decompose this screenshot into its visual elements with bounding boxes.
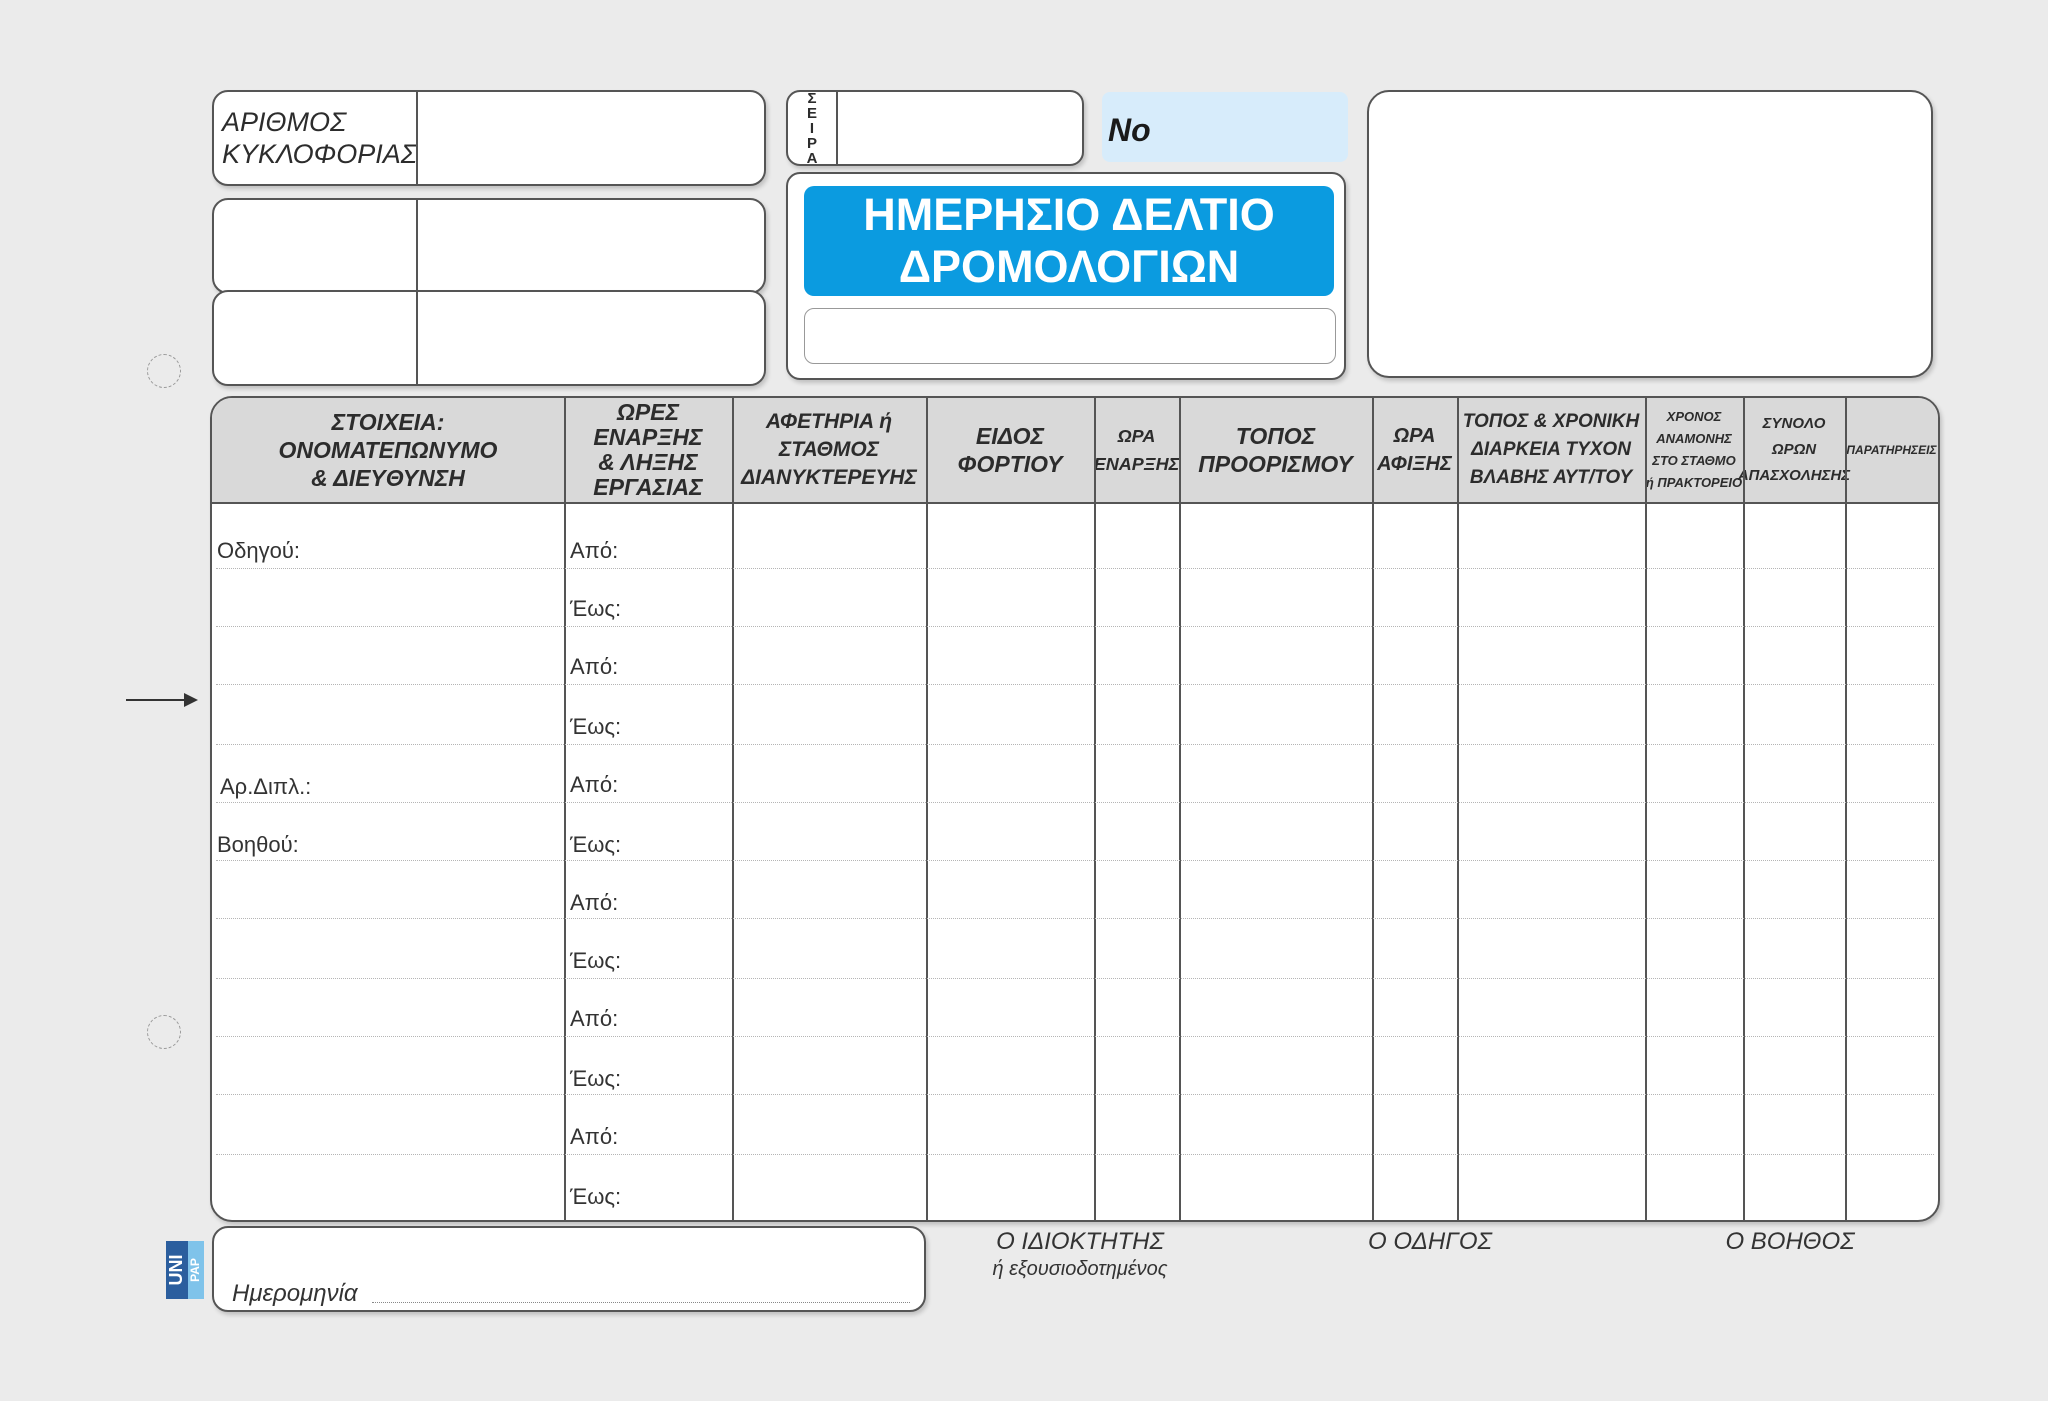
header-cargo: ΕΙΔΟΣ ΦΟΡΤΙΟΥ xyxy=(957,423,1063,477)
time-from-label: Από: xyxy=(570,654,619,679)
series-label: Σ Ε Ι Ρ Α xyxy=(806,90,818,167)
registration-box xyxy=(212,90,766,186)
registration-input[interactable] xyxy=(420,92,764,184)
owner-signature-label: Ο ΙΔΙΟΚΤΗΤΗΣ ή εξουσιοδοτημένος xyxy=(992,1228,1168,1280)
table-header xyxy=(212,398,1938,504)
header-breakdown: ΤΟΠΟΣ & ΧΡΟΝΙΚΗ ΔΙΑΡΚΕΙΑ ΤΥΧΟΝ ΒΛΑΒΗΣ ΑΥΤ/ΤΟΥ xyxy=(1462,411,1640,488)
time-to-label: Έως: xyxy=(570,1066,622,1091)
date-label: Ημερομηνία xyxy=(232,1280,358,1307)
driver-label: Οδηγού: xyxy=(217,538,300,563)
unipap-logo xyxy=(166,1241,204,1299)
svg-text:PAP: PAP xyxy=(188,1258,203,1282)
document-title: ΗΜΕΡΗΣΙΟ ΔΕΛΤΙΟ ΔΡΟΜΟΛΟΓΙΩΝ xyxy=(804,186,1334,296)
routes-table xyxy=(210,396,1940,1222)
time-to-label: Έως: xyxy=(570,948,622,973)
blank-box-2 xyxy=(212,290,766,386)
time-from-label: Από: xyxy=(570,890,619,915)
time-from-label: Από: xyxy=(570,772,619,797)
series-box xyxy=(786,90,1084,166)
stamp-box[interactable] xyxy=(1367,90,1933,378)
header-start-time: ΩΡΑ ΕΝΑΡΞΗΣ xyxy=(1093,426,1180,474)
number-box xyxy=(1102,92,1348,162)
assistant-signature-label: Ο ΒΟΗΘΟΣ xyxy=(1725,1228,1855,1255)
arrow-right-icon xyxy=(126,690,198,715)
punch-hole-top xyxy=(147,354,181,388)
header-total-hours: ΣΥΝΟΛΟ ΩΡΩΝ ΑΠΑΣΧΟΛΗΣΗΣ xyxy=(1737,415,1851,484)
date-input[interactable] xyxy=(372,1268,910,1302)
header-departure: ΑΦΕΤΗΡΙΑ ή ΣΤΑΘΜΟΣ ΔΙΑΝΥΚΤΕΡΕΥΗΣ xyxy=(741,410,917,489)
registration-label-line1: ΑΡΙΘΜΟΣ xyxy=(222,107,347,137)
number-label: No xyxy=(1108,112,1151,148)
series-input[interactable] xyxy=(840,92,1082,164)
title-sub-field[interactable] xyxy=(804,308,1336,364)
time-from-label: Από: xyxy=(570,1006,619,1031)
title-panel xyxy=(786,172,1346,380)
assistant-label: Βοηθού: xyxy=(217,832,299,857)
header-remarks: ΠΑΡΑΤΗΡΗΣΕΙΣ xyxy=(1846,443,1937,457)
time-from-label: Από: xyxy=(570,1124,619,1149)
svg-text:UNI: UNI xyxy=(166,1254,186,1286)
header-destination: ΤΟΠΟΣ ΠΡΟΟΡΙΣΜΟΥ xyxy=(1198,423,1353,477)
time-to-label: Έως: xyxy=(570,1184,622,1209)
time-from-label: Από: xyxy=(570,538,619,563)
time-to-label: Έως: xyxy=(570,832,622,857)
header-details: ΣΤΟΙΧΕΙΑ: ΟΝΟΜΑΤΕΠΩΝΥΜΟ & ΔΙΕΥΘΥΝΣΗ xyxy=(278,409,498,491)
blank-box-1 xyxy=(212,198,766,294)
header-waiting-time: ΧΡΟΝΟΣ ΑΝΑΜΟΝΗΣ ΣΤΟ ΣΤΑΘΜΟ ή ΠΡΑΚΤΟΡΕΙΟ xyxy=(1645,409,1743,490)
blank-box-1-input[interactable] xyxy=(420,200,764,292)
license-label: Αρ.Διπλ.: xyxy=(220,774,312,799)
punch-hole-bottom xyxy=(147,1015,181,1049)
blank-box-2-input[interactable] xyxy=(420,292,764,384)
header-arrival-time: ΩΡΑ ΑΦΙΞΗΣ xyxy=(1377,425,1452,475)
header-work-hours: ΩΡΕΣ ΕΝΑΡΞΗΣ & ΛΗΞΗΣ ΕΡΓΑΣΙΑΣ xyxy=(593,399,703,500)
date-box xyxy=(212,1226,926,1312)
time-to-label: Έως: xyxy=(570,714,622,739)
registration-label-line2: ΚΥΚΛΟΦΟΡΙΑΣ xyxy=(222,139,417,169)
time-to-label: Έως: xyxy=(570,596,622,621)
driver-signature-label: Ο ΟΔΗΓΟΣ xyxy=(1368,1228,1492,1255)
